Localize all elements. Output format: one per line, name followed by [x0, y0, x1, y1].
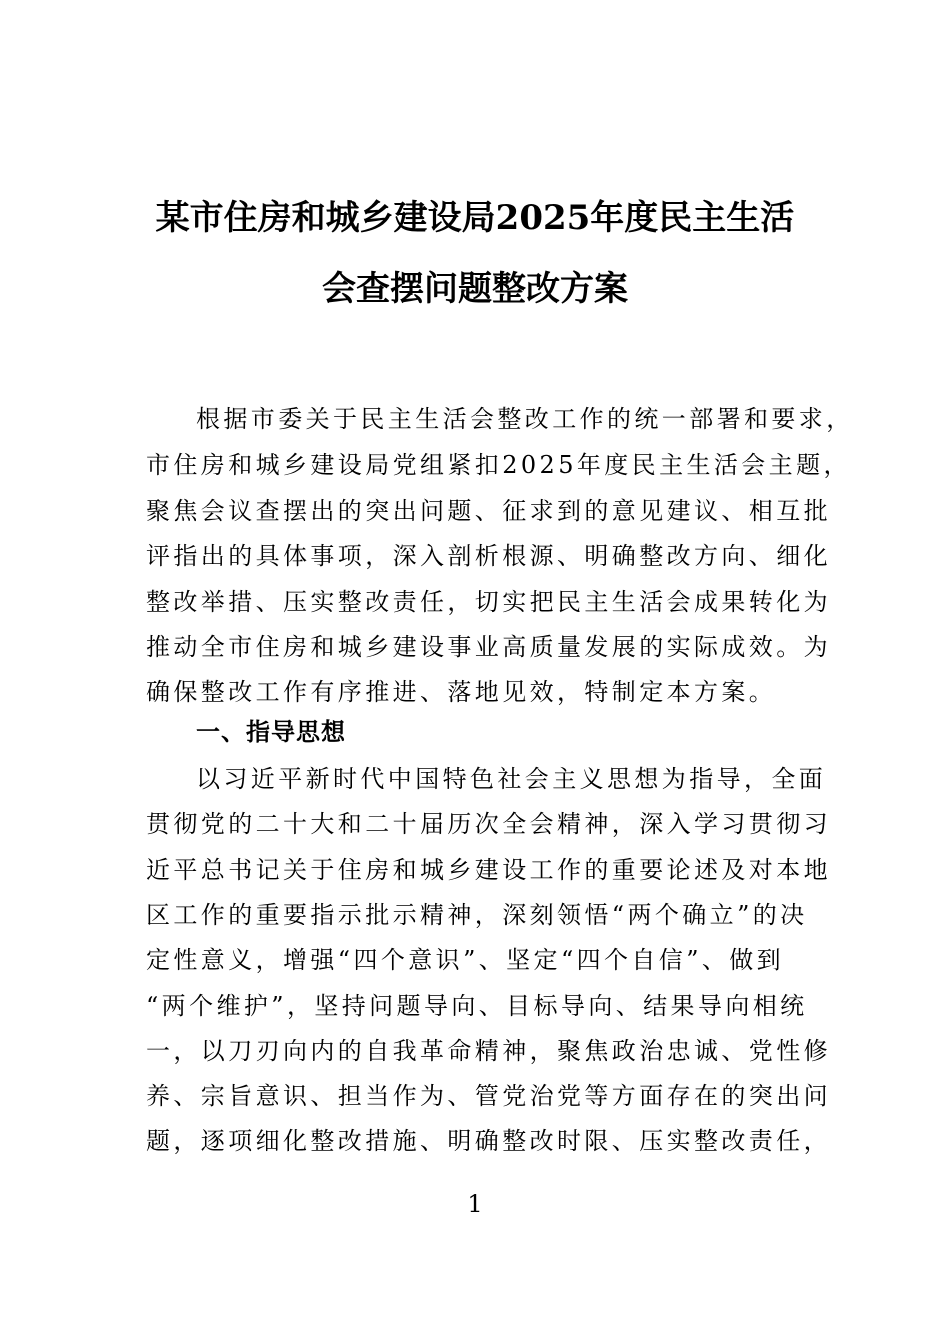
section-paragraph-line: 区工作的重要指示批示精神，深刻领悟“两个确立”的决: [146, 901, 808, 929]
section-paragraph-line: “两个维护”，坚持问题导向、目标导向、结果导向相统: [146, 992, 808, 1020]
section-paragraph-line: 一，以刀刃向内的自我革命精神，聚焦政治忠诚、党性修: [146, 1037, 831, 1065]
intro-paragraph-line: 整改举措、压实整改责任，切实把民主生活会成果转化为: [146, 588, 831, 616]
section-heading: 一、指导思想: [196, 718, 346, 746]
section-paragraph-line: 题，逐项细化整改措施、明确整改时限、压实整改责任，: [146, 1127, 831, 1155]
page-number: 1: [467, 1190, 483, 1218]
document-title-line-1: 某市住房和城乡建设局2025年度民主生活: [155, 198, 795, 238]
intro-paragraph-line: 确保整改工作有序推进、落地见效，特制定本方案。: [146, 678, 777, 706]
intro-paragraph-line: 评指出的具体事项，深入剖析根源、明确整改方向、细化: [146, 542, 831, 570]
intro-paragraph-line: 根据市委关于民主生活会整改工作的统一部署和要求，: [196, 405, 854, 433]
section-paragraph-line: 养、宗旨意识、担当作为、管党治党等方面存在的突出问: [146, 1082, 831, 1110]
section-paragraph-line: 贯彻党的二十大和二十届历次全会精神，深入学习贯彻习: [146, 810, 831, 838]
document-title-line-2: 会查摆问题整改方案: [322, 269, 628, 309]
section-paragraph-line: 定性意义，增强“四个意识”、坚定“四个自信”、做到: [146, 946, 785, 974]
section-paragraph-line: 以习近平新时代中国特色社会主义思想为指导，全面: [196, 765, 827, 793]
intro-paragraph-line: 市住房和城乡建设局党组紧扣2025年度民主生活会主题，: [146, 451, 851, 479]
intro-paragraph-line: 推动全市住房和城乡建设事业高质量发展的实际成效。为: [146, 633, 831, 661]
intro-paragraph-line: 聚焦会议查摆出的突出问题、征求到的意见建议、相互批: [146, 497, 831, 525]
section-paragraph-line: 近平总书记关于住房和城乡建设工作的重要论述及对本地: [146, 856, 831, 884]
